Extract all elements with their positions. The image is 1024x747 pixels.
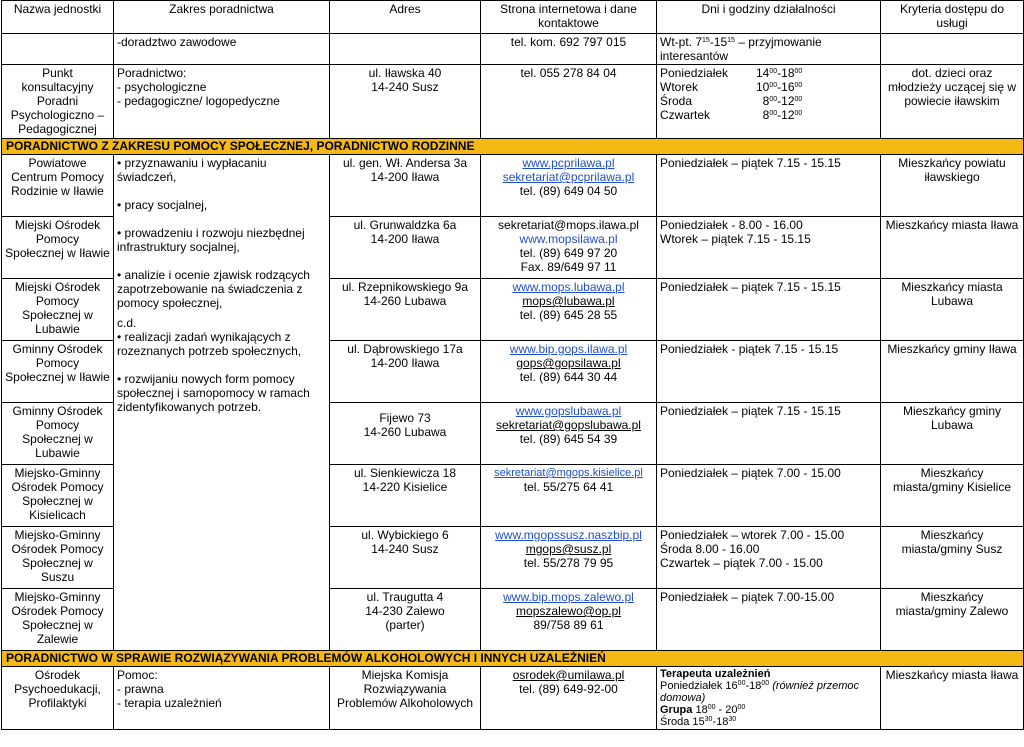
address-cell: ul. Rzepnikowskiego 9a 14-260 Lubawa <box>330 279 481 341</box>
phone-text: tel. (89) 649 04 50 <box>519 184 618 198</box>
header-scope: Zakres poradnictwa <box>114 1 330 34</box>
unit-name: Ośrodek Psychoedukacji, Profilaktyki <box>2 667 114 730</box>
scope-item: • analizie i ocenie zjawisk rodzących zapotrzebowanie na świadczenia z pomocy społecznej, <box>117 268 310 310</box>
phone-text: tel. (89) 644 30 44 <box>519 370 618 384</box>
website-link[interactable]: www.bip.mops.zalewo.pl <box>503 590 634 604</box>
website-link[interactable]: www.mgopssusz.naszbip.pl <box>495 528 642 542</box>
table-row <box>2 34 1024 65</box>
services-table <box>1 0 1024 730</box>
table-row <box>2 667 1024 730</box>
scope-item: • przyznawaniu i wypłacaniu świadczeń, <box>117 156 267 184</box>
website-link[interactable]: www.mopsilawa.pl <box>519 232 618 246</box>
email-link[interactable]: sekretariat@mgops.kisielice.pl <box>494 467 643 479</box>
header-hours: Dni i godziny działalności <box>657 1 881 34</box>
header-name: Nazwa jednostki <box>2 1 114 34</box>
criteria-cell: Mieszkańcy gminy Iława <box>881 341 1024 403</box>
header-contact: Strona internetowa i dane kontaktowe <box>481 1 657 34</box>
hours-cell: Terapeuta uzależnień Poniedziałek $16^{00}-18^{00}$ (również przemoc domowa) Grupa $18^{00} - 20^{00}$ Środa $15^{30}-18^{30}$ <box>657 667 881 730</box>
address-cell: ul. Wybickiego 6 14-240 Susz <box>330 527 481 589</box>
unit-name: Gminny Ośrodek Pomocy Społecznej w Lubawie <box>2 403 114 465</box>
contact-cell <box>481 217 657 279</box>
contact-cell <box>481 341 657 403</box>
address-cell: ul. gen. Wł. Andersa 3a 14-200 Iława <box>330 155 481 217</box>
scope-item: c.d. • realizacji zadań wynikających z rozeznanych potrzeb społecznych, <box>117 316 302 358</box>
scope-item: • rozwijaniu nowych form pomocy społecznej i samopomocy w ramach zidentyfikowanych potrzeb. <box>117 372 310 414</box>
address-cell: ul. Grunwaldzka 6a 14-200 Iława <box>330 217 481 279</box>
scope-item: • pracy socjalnej, <box>117 198 208 212</box>
email-link[interactable]: mgops@susz.pl <box>525 542 612 556</box>
section-header <box>2 651 1024 667</box>
scope-cell: Poradnictwo: - psychologiczne - pedagogiczne/ logopedyczne <box>114 65 330 139</box>
unit-name: Miejsko-Gminny Ośrodek Pomocy Społecznej w Kisielicach <box>2 465 114 527</box>
address-cell: ul. Iławska 40 14-240 Susz <box>330 65 481 139</box>
website-link[interactable]: www.mops.lubawa.pl <box>512 280 625 294</box>
hours-cell: Poniedziałek – piątek 7.15 - 15.15 <box>657 403 881 465</box>
criteria-cell: Mieszkańcy miasta Iława <box>881 667 1024 730</box>
unit-name: Miejsko-Gminny Ośrodek Pomocy Społecznej w Suszu <box>2 527 114 589</box>
criteria-cell: Mieszkańcy miasta/gminy Zalewo <box>881 589 1024 651</box>
criteria-cell: Mieszkańcy miasta/gminy Kisielice <box>881 465 1024 527</box>
website-link[interactable]: www.gopslubawa.pl <box>515 404 622 418</box>
table-row <box>2 65 1024 139</box>
criteria-cell: Mieszkańcy miasta Lubawa <box>881 279 1024 341</box>
contact-cell <box>481 527 657 589</box>
hours-cell: Wt-pt. $7^{15}-15^{15}$ – przyjmowanie interesantów <box>657 34 881 65</box>
unit-name: Miejsko-Gminny Ośrodek Pomocy Społecznej w Zalewie <box>2 589 114 651</box>
header-row <box>2 1 1024 34</box>
contact-cell <box>481 279 657 341</box>
header-address: Adres <box>330 1 481 34</box>
hours-cell: Poniedziałek – wtorek 7.00 - 15.00 Środa 8.00 - 16.00 Czwartek – piątek 7.00 - 15.00 <box>657 527 881 589</box>
phone-text: tel. (89) 649 97 20 Fax. 89/649 97 11 <box>519 246 618 274</box>
scope-cell: -doradztwo zawodowe <box>114 34 330 65</box>
phone-text: tel. (89) 645 54 39 <box>519 432 618 446</box>
shared-scope-cell <box>114 155 330 651</box>
phone-text: tel. (89) 645 28 55 <box>519 308 618 322</box>
contact-cell <box>481 155 657 217</box>
phone-text: tel. (89) 649-92-00 <box>519 682 618 696</box>
header-criteria: Kryteria dostępu do usługi <box>881 1 1024 34</box>
contact-cell: tel. 055 278 84 04 <box>481 65 657 139</box>
hours-cell: Poniedziałek – piątek 7.15 - 15.15 <box>657 279 881 341</box>
criteria-cell: Mieszkańcy gminy Lubawa <box>881 403 1024 465</box>
unit-name: Punkt konsultacyjny Poradni Psychologiczno – Pedagogicznej <box>2 65 114 139</box>
hours-cell: Poniedziałek – piątek 7.00-15.00 <box>657 589 881 651</box>
unit-name: Miejski Ośrodek Pomocy Społecznej w Iławie <box>2 217 114 279</box>
address-cell: ul. Dąbrowskiego 17a 14-200 Iława <box>330 341 481 403</box>
hours-cell: Poniedziałek - 8.00 - 16.00 Wtorek – piątek 7.15 - 15.15 <box>657 217 881 279</box>
criteria-cell: dot. dzieci oraz młodzieży uczącej się w powiecie iławskim <box>881 65 1024 139</box>
contact-cell: tel. kom. 692 797 015 <box>481 34 657 65</box>
hours-cell: Poniedziałek – piątek 7.15 - 15.15 <box>657 155 881 217</box>
website-link[interactable]: www.pcprilawa.pl <box>522 156 615 170</box>
website-link[interactable]: www.bip.gops.ilawa.pl <box>509 342 628 356</box>
email-link[interactable]: mops@lubawa.pl <box>522 294 615 308</box>
section-header <box>2 139 1024 155</box>
scope-cell: Pomoc: - prawna - terapia uzależnień <box>114 667 330 730</box>
address-cell: ul. Traugutta 4 14-230 Zalewo (parter) <box>330 589 481 651</box>
address-cell: ul. Sienkiewicza 18 14-220 Kisielice <box>330 465 481 527</box>
hours-cell: Poniedziałek - piątek 7.15 - 15.15 <box>657 341 881 403</box>
criteria-cell: Mieszkańcy miasta/gminy Susz <box>881 527 1024 589</box>
unit-name: Gminny Ośrodek Pomocy Społecznej w Iławie <box>2 341 114 403</box>
address-cell: Miejska Komisja Rozwiązywania Problemów Alkoholowych <box>330 667 481 730</box>
unit-name: Powiatowe Centrum Pomocy Rodzinie w Iławie <box>2 155 114 217</box>
address-cell: Fijewo 73 14-260 Lubawa <box>330 403 481 465</box>
contact-cell <box>481 465 657 527</box>
email-link[interactable]: sekretariat@pcprilawa.pl <box>502 170 635 184</box>
email-link[interactable]: mopszalewo@op.pl <box>516 604 621 618</box>
hours-cell: Poniedziałek $14^{00}-18^{00}$ Wtorek $10^{00}-16^{00}$ Środa $8^{00}-12^{00}$ Czwartek $8^{00}-12^{00}$ <box>657 65 881 139</box>
phone-text: 89/758 89 61 <box>533 618 604 632</box>
contact-cell <box>481 403 657 465</box>
contact-cell <box>481 589 657 651</box>
table-row <box>2 155 1024 217</box>
email-link[interactable]: osrodek@umilawa.pl <box>512 668 625 682</box>
scope-item: • prowadzeniu i rozwoju niezbędnej infrastruktury socjalnej, <box>117 226 305 254</box>
section-title: PORADNICTWO Z ZAKRESU POMOCY SPOŁECZNEJ, PORADNICTWO RODZINNE <box>2 139 1024 155</box>
hours-cell: Poniedziałek – piątek 7.00 - 15.00 <box>657 465 881 527</box>
phone-text: tel. 55/275 64 41 <box>523 480 614 494</box>
phone-text: tel. 55/278 79 95 <box>523 556 614 570</box>
section-title: PORADNICTWO W SPRAWIE ROZWIĄZYWANIA PROBLEMÓW ALKOHOLOWYCH I INNYCH UZALEŻNIEŃ <box>2 651 1024 667</box>
criteria-cell: Mieszkańcy miasta Iława <box>881 217 1024 279</box>
criteria-cell: Mieszkańcy powiatu iławskiego <box>881 155 1024 217</box>
unit-name: Miejski Ośrodek Pomocy Społecznej w Lubawie <box>2 279 114 341</box>
email-text: sekretariat@mops.ilawa.pl <box>498 218 639 232</box>
email-link[interactable]: sekretariat@gopslubawa.pl <box>496 418 641 432</box>
contact-cell <box>481 667 657 730</box>
email-link[interactable]: gops@gopsilawa.pl <box>516 356 621 370</box>
